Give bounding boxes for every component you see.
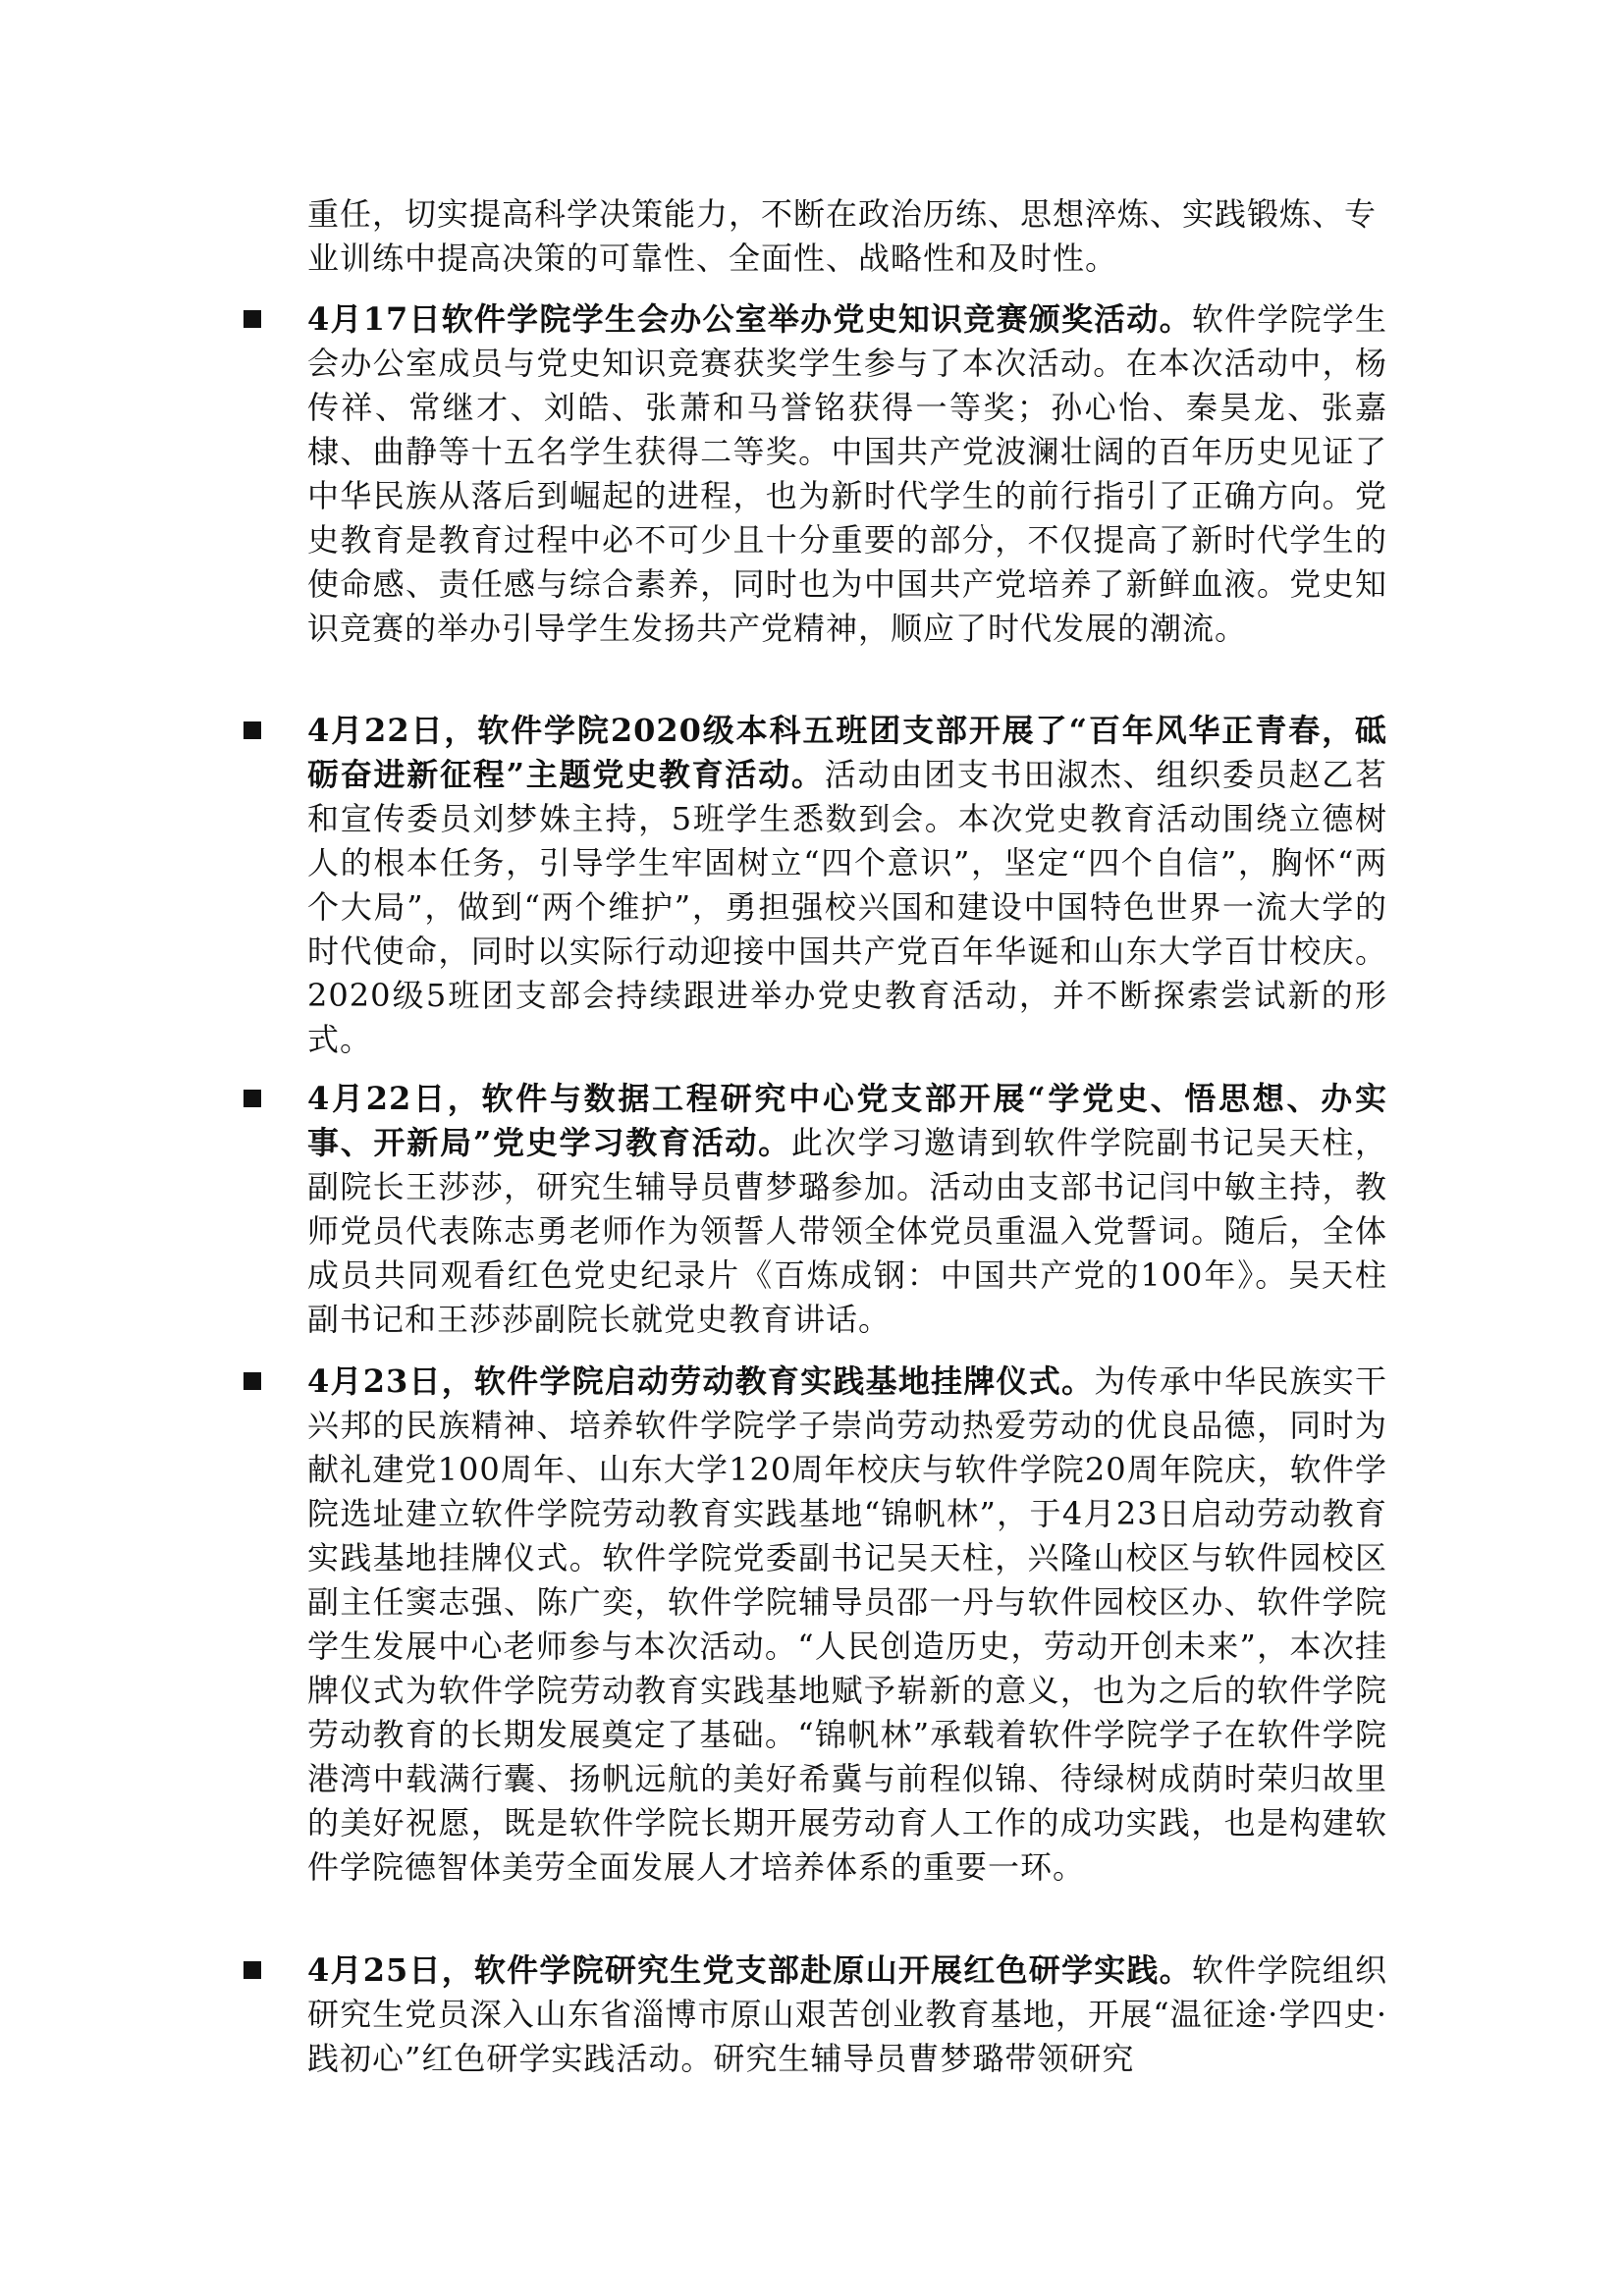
list-item-body: 软件学院组织研究生党员深入山东省淄博市原山艰苦创业教育基地，开展“温征途·学四史·践初心”红色研学实践活动。研究生辅导员曹梦璐带领研究 <box>307 1951 1387 2077</box>
square-bullet-icon <box>244 1961 261 1979</box>
list-item-text <box>307 1360 1387 1890</box>
list-item-body: 为传承中华民族实干兴邦的民族精神、培养软件学院学子崇尚劳动热爱劳动的优良品德，同时为献礼建党100周年、山东大学120周年校庆与软件学院20周年院庆，软件学院选址建立软件学院劳动教育实践基地“锦帆林”，于4月23日启动劳动教育实践基地挂牌仪式。软件学院党委副书记吴天柱，兴隆山校区与软件园校区副主任窦志强、陈广奕，软件学院辅导员邵一丹与软件园校区办、软件学院学生发展中心老师参与本次活动。“人民创造历史，劳动开创未来”，本次挂牌仪式为软件学院劳动教育实践基地赋予崭新的意义，也为之后的软件学院劳动教育的长期发展奠定了基础。“锦帆林”承载着软件学院学子在软件学院港湾中载满行囊、扬帆远航的美好希冀与前程似锦、待绿树成荫时荣归故里的美好祝愿，既是软件学院长期开展劳动育人工作的成功实践，也是构建软件学院德智体美劳全面发展人才培养体系的重要一环。 <box>307 1362 1387 1886</box>
list-item-body: 此次学习邀请到软件学院副书记吴天柱，副院长王莎莎，研究生辅导员曹梦璐参加。活动由支部书记闫中敏主持，教师党员代表陈志勇老师作为领誓人带领全体党员重温入党誓词。随后，全体成员共同观看红色党史纪录片《百炼成钢：中国共产党的100年》。吴天柱副书记和王莎莎副院长就党史教育讲话。 <box>307 1124 1387 1338</box>
square-bullet-icon <box>244 1090 261 1107</box>
list-item-headline: 4月23日，软件学院启动劳动教育实践基地挂牌仪式。 <box>307 1362 1095 1400</box>
square-bullet-icon <box>244 1372 261 1390</box>
list-item-text <box>307 1949 1387 2081</box>
list-item-headline: 4月22日，软件学院2020级本科五班团支部开展了“百年风华正青春，砥砺奋进新征程”主题党史教育活动。 <box>307 712 1387 793</box>
list-item-headline: 4月25日，软件学院研究生党支部赴原山开展红色研学实践。 <box>307 1951 1192 1989</box>
list-item-text <box>307 709 1387 1062</box>
list-item-text <box>307 297 1387 651</box>
list-item-headline: 4月17日软件学院学生会办公室举办党史知识竞赛颁奖活动。 <box>307 300 1192 338</box>
list-item-headline: 4月22日，软件与数据工程研究中心党支部开展“学党史、悟思想、办实事、开新局”党史学习教育活动。 <box>307 1080 1387 1161</box>
list-item-body: 活动由团支书田淑杰、组织委员赵乙茗和宣传委员刘梦姝主持，5班学生悉数到会。本次党史教育活动围绕立德树人的根本任务，引导学生牢固树立“四个意识”，坚定“四个自信”，胸怀“两个大局”，做到“两个维护”，勇担强校兴国和建设中国特色世界一流大学的时代使命，同时以实际行动迎接中国共产党百年华诞和山东大学百廿校庆。2020级5班团支部会持续跟进举办党史教育活动，并不断探索尝试新的形式。 <box>307 756 1387 1058</box>
list-item-body: 软件学院学生会办公室成员与党史知识竞赛获奖学生参与了本次活动。在本次活动中，杨传祥、常继才、刘皓、张萧和马誉铭获得一等奖；孙心怡、秦昊龙、张嘉棣、曲静等十五名学生获得二等奖。中国共产党波澜壮阔的百年历史见证了中华民族从落后到崛起的进程，也为新时代学生的前行指引了正确方向。党史教育是教育过程中必不可少且十分重要的部分，不仅提高了新时代学生的使命感、责任感与综合素养，同时也为中国共产党培养了新鲜血液。党史知识竞赛的举办引导学生发扬共产党精神，顺应了时代发展的潮流。 <box>307 300 1387 647</box>
list-item-text <box>307 1077 1387 1342</box>
square-bullet-icon <box>244 721 261 739</box>
lead-paragraph: 重任，切实提高科学决策能力，不断在政治历练、思想淬炼、实践锻炼、专业训练中提高决策的可靠性、全面性、战略性和及时性。 <box>307 195 1378 277</box>
square-bullet-icon <box>244 310 261 328</box>
